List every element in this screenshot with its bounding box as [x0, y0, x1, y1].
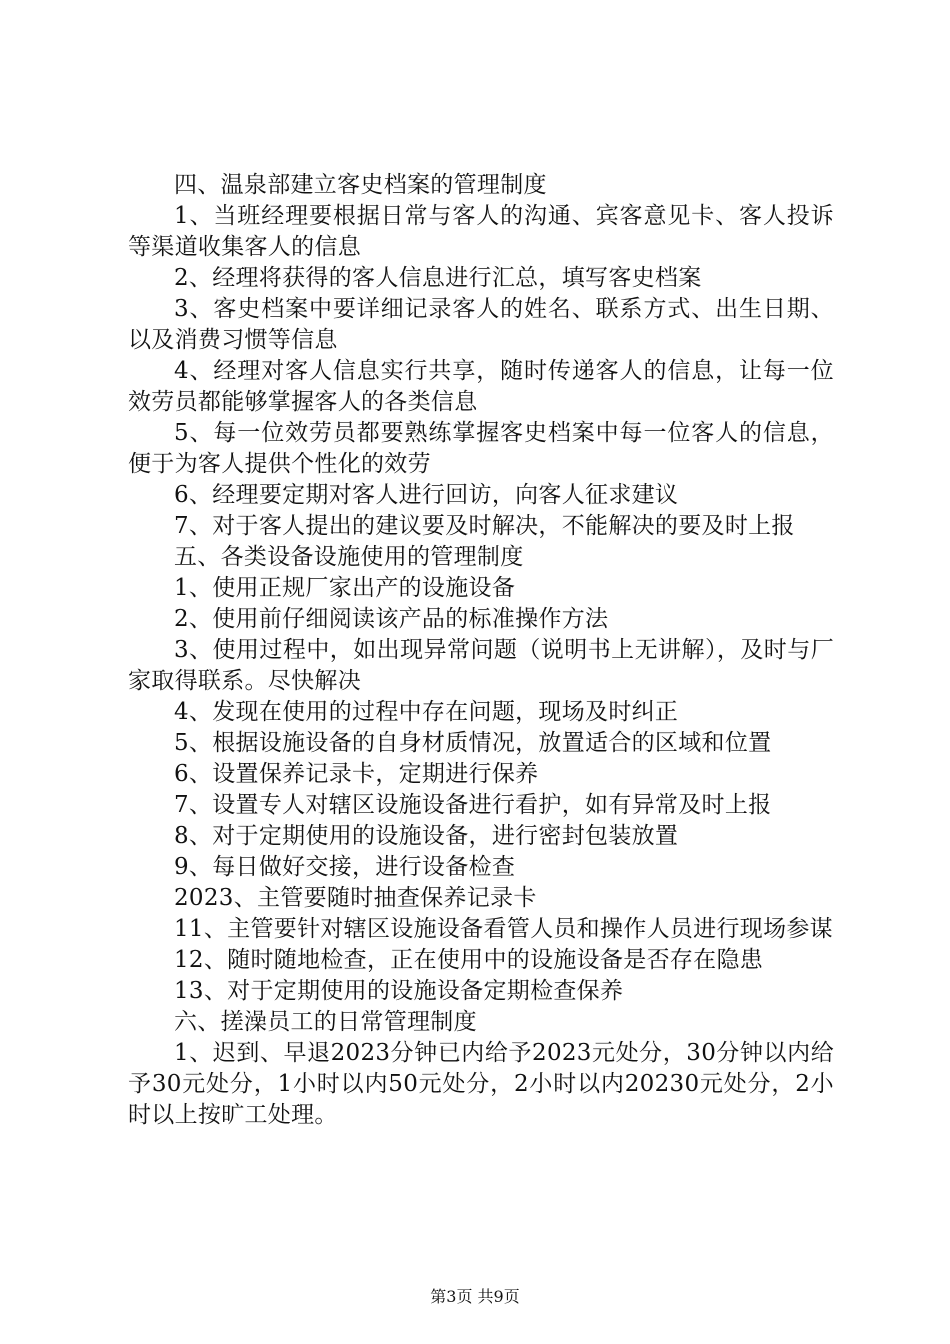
- paragraph: 4、发现在使用的过程中存在问题，现场及时纠正: [174, 699, 679, 725]
- paragraph: 12、随时随地检查，正在使用中的设施设备是否存在隐患: [174, 947, 764, 973]
- paragraph: 1、当班经理要根据日常与客人的沟通、宾客意见卡、客人投诉等渠道收集客人的信息: [128, 203, 834, 260]
- paragraph: 1、迟到、早退2023分钟已内给予2023元处分，30分钟以内给予30元处分，1小时以内50元处分，2小时以内20230元处分，2小时以上按旷工处理。: [128, 1040, 834, 1128]
- paragraph: 5、每一位效劳员都要熟练掌握客史档案中每一位客人的信息，便于为客人提供个性化的效劳: [128, 420, 834, 477]
- paragraph: 6、经理要定期对客人进行回访，向客人征求建议: [174, 482, 679, 508]
- paragraph: 7、对于客人提出的建议要及时解决，不能解决的要及时上报: [174, 513, 795, 539]
- section-heading: 六、搓澡员工的日常管理制度: [174, 1009, 477, 1035]
- paragraph: 9、每日做好交接，进行设备检查: [174, 854, 516, 880]
- paragraph: 3、使用过程中，如出现异常问题（说明书上无讲解），及时与厂家取得联系。尽快解决: [128, 637, 834, 694]
- paragraph: 6、设置保养记录卡，定期进行保养: [174, 761, 539, 787]
- paragraph: 2、经理将获得的客人信息进行汇总，填写客史档案: [174, 265, 702, 291]
- paragraph: 5、根据设施设备的自身材质情况，放置适合的区域和位置: [174, 730, 772, 756]
- paragraph: 2、使用前仔细阅读该产品的标准操作方法: [174, 606, 609, 632]
- paragraph: 4、经理对客人信息实行共享，随时传递客人的信息，让每一位效劳员都能够掌握客人的各类信息: [128, 358, 834, 415]
- paragraph: 2023、主管要随时抽查保养记录卡: [174, 885, 537, 911]
- section-heading: 五、各类设备设施使用的管理制度: [174, 544, 524, 570]
- paragraph: 11、主管要针对辖区设施设备看管人员和操作人员进行现场参谋: [174, 916, 833, 942]
- paragraph: 13、对于定期使用的设施设备定期检查保养: [174, 978, 624, 1004]
- paragraph: 7、设置专人对辖区设施设备进行看护，如有异常及时上报: [174, 792, 772, 818]
- paragraph: 1、使用正规厂家出产的设施设备: [174, 575, 516, 601]
- paragraph: 3、客史档案中要详细记录客人的姓名、联系方式、出生日期、以及消费习惯等信息: [128, 296, 834, 353]
- paragraph: 8、对于定期使用的设施设备，进行密封包装放置: [174, 823, 679, 849]
- section-heading: 四、温泉部建立客史档案的管理制度: [174, 172, 547, 198]
- document-body: [128, 170, 834, 1131]
- page-number-footer: 第3页 共9页: [430, 1287, 520, 1306]
